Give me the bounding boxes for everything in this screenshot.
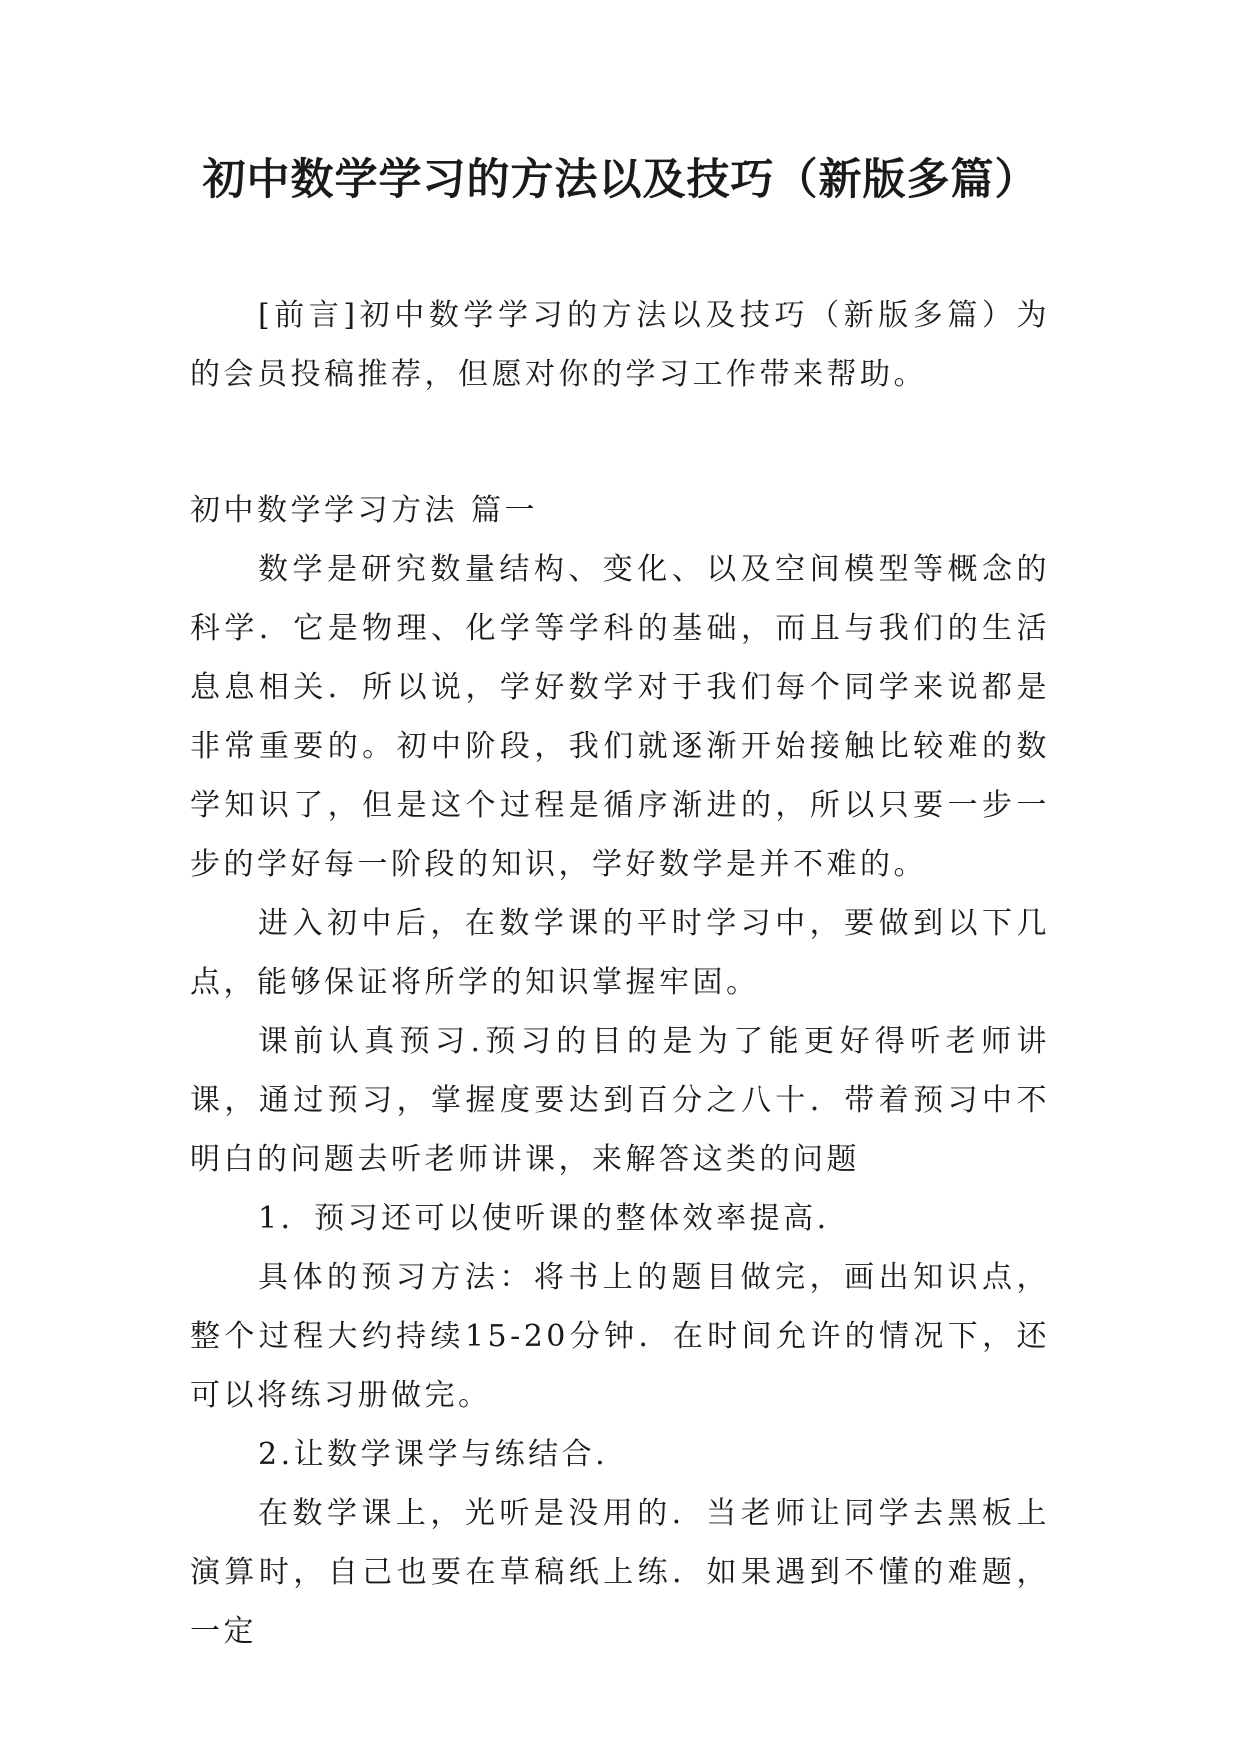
paragraph-gap	[190, 404, 1050, 481]
list-item: 2.让数学课学与练结合.	[258, 1437, 609, 1472]
preface-paragraph: [前言]初中数学学习的方法以及技巧（新版多篇）为的会员投稿推荐，但愿对你的学习工作带来帮助。	[190, 298, 1050, 392]
body-paragraph: 数学是研究数量结构、变化、以及空间模型等概念的科学．它是物理、化学等学科的基础，而且与我们的生活息息相关．所以说，学好数学对于我们每个同学来说都是非常重要的。初中阶段，我们就逐渐开始接触比较难的数学知识了，但是这个过程是循序渐进的，所以只要一步一步的学好每一阶段的知识，学好数学是并不难的。	[190, 552, 1050, 882]
document-title: 初中数学学习的方法以及技巧（新版多篇）	[202, 155, 1039, 205]
document-body	[190, 286, 1050, 1661]
section-heading: 初中数学学习方法 篇一	[190, 493, 539, 528]
body-paragraph: 进入初中后，在数学课的平时学习中，要做到以下几点，能够保证将所学的知识掌握牢固。	[190, 906, 1050, 1000]
list-item: 1．预习还可以使听课的整体效率提高.	[258, 1201, 830, 1236]
body-paragraph: 课前认真预习.预习的目的是为了能更好得听老师讲课，通过预习，掌握度要达到百分之八十．带着预习中不明白的问题去听老师讲课，来解答这类的问题	[190, 1024, 1050, 1177]
body-paragraph: 在数学课上，光听是没用的．当老师让同学去黑板上演算时，自己也要在草稿纸上练．如果遇到不懂的难题，一定	[190, 1496, 1050, 1649]
body-paragraph: 具体的预习方法：将书上的题目做完，画出知识点，整个过程大约持续15-20分钟．在时间允许的情况下，还可以将练习册做完。	[190, 1260, 1050, 1413]
